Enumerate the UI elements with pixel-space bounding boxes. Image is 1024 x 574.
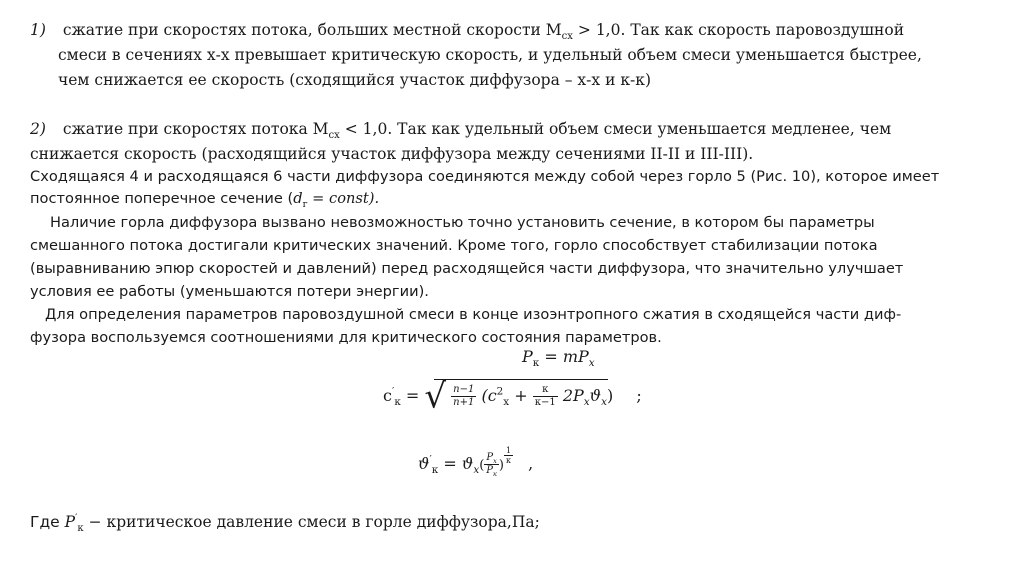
para4-line1: Наличие горла диффузора вызвано невозможностью точно установить сечение, в котором бы параметры — [50, 214, 875, 231]
equation-critical-velocity: $c'_к$ = √ $\frac{n-1}{n+1}$ ($c^2_x$ + $\frac{к}{к-1}$ $2P_xϑ_x$) ; — [383, 376, 642, 417]
sqrt-bar — [434, 379, 608, 380]
para4-line4: условия ее работы (уменьшаются потери энергии). — [30, 283, 429, 300]
item-number-1: 1) — [30, 21, 46, 39]
para1-line1: 1) сжатие при скоростях потока, больших местной скорости $M_{cx} > 1,0$. Так как скорость паровоздушной — [30, 21, 905, 43]
para1-line2: смеси в сечениях х-х превышает критическую скорость, и удельный объем смеси уменьшается быстрее, — [58, 46, 922, 64]
para5-line1: Для определения параметров паровоздушной смеси в конце изоэнтропного сжатия в сходящейся части диф- — [45, 306, 902, 323]
para3-line1: Сходящаяся 4 и расходящаяся 6 части диффузора соединяются между собой через горло 5 (Рис. 10), которое имеет — [30, 168, 940, 185]
equation-critical-volume: $ϑ'_к = ϑ_x$( $\frac{P_x}{P_к}$ ) $\frac{1}{к}$ , — [418, 446, 534, 478]
para1-line3: чем снижается ее скорость (сходящийся участок диффузора – х-х и к-к) — [58, 71, 651, 89]
para2-line2: снижается скорость (расходящийся участок диффузора между сечениями II-II и III-III). — [30, 145, 754, 163]
para4-line3: (выравниванию эпюр скоростей и давлений) перед расходящейся части диффузора, что значительно улучшает — [30, 260, 904, 277]
para3-line2: постоянное поперечное сечение ($d_г$ = const). — [30, 190, 380, 210]
para2-line1: 2) сжатие при скоростях потока $M_{cx} < 1,0$. Так как удельный объем смеси уменьшается медленее, чем — [30, 120, 892, 142]
para5-line2: фузора воспользуемся соотношениями для критического состояния параметров. — [30, 329, 662, 346]
para4-line2: смешанного потока достигали критических значений. Кроме того, горло способствует стабилизации потока — [30, 237, 878, 254]
sqrt-symbol: √ — [424, 376, 447, 417]
equation-critical-pressure: $P_к = mP_x$ — [522, 347, 595, 370]
definition-line: Где $P'_к$ − критическое давление смеси в горле диффузора,Па; — [30, 512, 540, 535]
item-number-2: 2) — [30, 120, 46, 138]
